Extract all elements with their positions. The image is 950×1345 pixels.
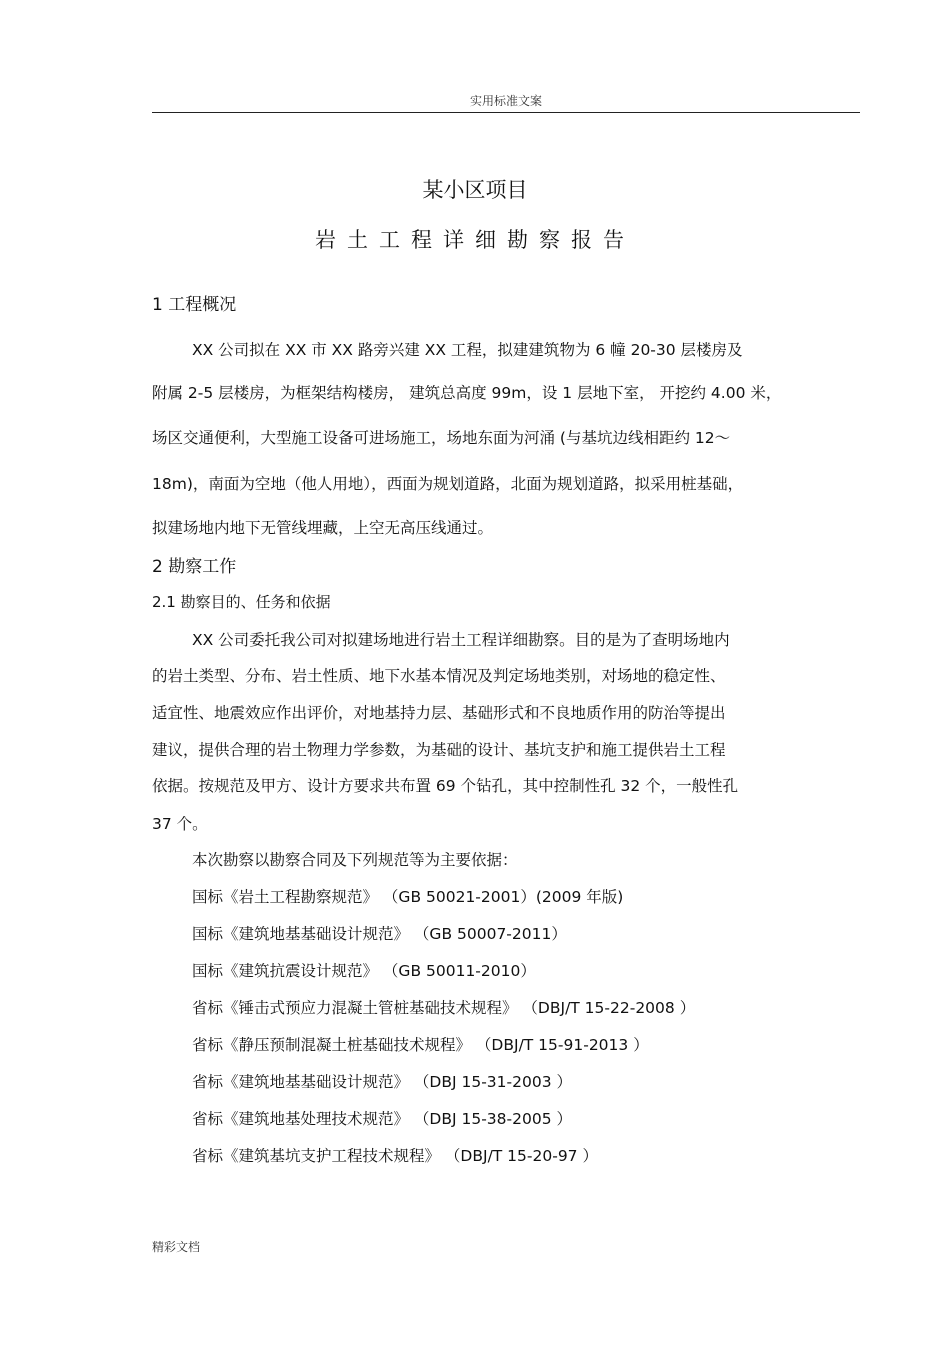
page-footer: 精彩文档 — [152, 1240, 201, 1254]
section-1-line: 拟建场地内地下无管线埋藏，上空无高压线通过。 — [152, 519, 494, 537]
standard-item: 国标《建筑抗震设计规范》 （GB 50011-2010） — [192, 962, 536, 980]
standard-item: 省标《建筑地基基础设计规范》 （DBJ 15-31-2003 ） — [192, 1073, 573, 1091]
standard-item: 省标《静压预制混凝土桩基础技术规程》 （DBJ/T 15-91-2013 ） — [192, 1036, 649, 1054]
section-1-line: 附属 2-5 层楼房，为框架结构楼房， 建筑总高度 99m，设 1 层地下室， 开挖约 4.00 米， — [152, 384, 782, 402]
section-2-1-heading: 2.1 勘察目的、任务和依据 — [152, 593, 331, 611]
section-2-paragraph-line: 适宜性、地震效应作出评价，对地基持力层、基础形式和不良地质作用的防治等提出 — [152, 704, 726, 722]
header-divider — [152, 112, 860, 113]
section-1-line: XX 公司拟在 XX 市 XX 路旁兴建 XX 工程，拟建建筑物为 6 幢 20-30 层楼房及 — [192, 341, 743, 359]
section-1-line: 18m)，南面为空地（他人用地），西面为规划道路，北面为规划道路，拟采用桩基础， — [152, 475, 744, 493]
standard-item: 国标《建筑地基基础设计规范》 （GB 50007-2011） — [192, 925, 567, 943]
section-2-paragraph-line: 37 个。 — [152, 815, 208, 833]
document-title: 某小区项目 — [422, 178, 528, 202]
section-1-line: 场区交通便利，大型施工设备可进场施工，场地东面为河涌 (与基坑边线相距约 12～ — [152, 429, 731, 447]
document-subtitle: 岩土工程详细勘察报告 — [315, 228, 635, 252]
standard-item: 省标《锤击式预应力混凝土管桩基础技术规程》 （DBJ/T 15-22-2008 ） — [192, 999, 696, 1017]
section-2-paragraph-line: 的岩土类型、分布、岩土性质、地下水基本情况及判定场地类别，对场地的稳定性、 — [152, 667, 726, 685]
standard-item: 国标《岩土工程勘察规范》 （GB 50021-2001）(2009 年版) — [192, 888, 624, 906]
basis-intro: 本次勘察以勘察合同及下列规范等为主要依据： — [192, 851, 518, 869]
standard-item: 省标《建筑基坑支护工程技术规程》 （DBJ/T 15-20-97 ） — [192, 1147, 598, 1165]
section-2-paragraph-line: 建议，提供合理的岩土物理力学参数，为基础的设计、基坑支护和施工提供岩土工程 — [152, 741, 726, 759]
page-header: 实用标准文案 — [469, 94, 542, 108]
section-2-paragraph-line: XX 公司委托我公司对拟建场地进行岩土工程详细勘察。目的是为了查明场地内 — [192, 631, 730, 649]
section-1-heading: 1 工程概况 — [152, 295, 237, 315]
standard-item: 省标《建筑地基处理技术规范》 （DBJ 15-38-2005 ） — [192, 1110, 573, 1128]
section-2-heading: 2 勘察工作 — [152, 557, 237, 577]
section-2-paragraph-line: 依据。按规范及甲方、设计方要求共布置 69 个钻孔，其中控制性孔 32 个，一般性孔 — [152, 777, 739, 795]
